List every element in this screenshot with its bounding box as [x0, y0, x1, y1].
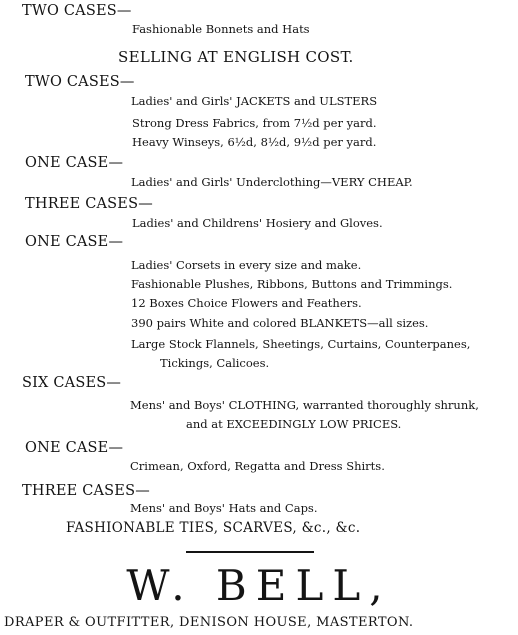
item-plushes-ribbons: Fashionable Plushes, Ribbons, Buttons and Trimmings.	[131, 277, 453, 291]
heading-six-cases: SIX CASES—	[22, 375, 122, 391]
item-blankets: 390 pairs White and colored BLANKETS—all sizes.	[131, 316, 429, 330]
item-winseys: Heavy Winseys, 6½d, 8½d, 9½d per yard.	[132, 135, 377, 149]
divider-rule	[186, 551, 314, 553]
merchant-name: W. BELL,	[126, 561, 392, 610]
item-tickings-calicoes: Tickings, Calicoes.	[160, 356, 270, 370]
item-underclothing: Ladies' and Girls' Underclothing—VERY CHEAP.	[131, 175, 413, 189]
item-hats-caps: Mens' and Boys' Hats and Caps.	[130, 501, 318, 515]
item-ties-scarves: FASHIONABLE TIES, SCARVES, &c., &c.	[66, 520, 361, 536]
item-bonnets-hats: Fashionable Bonnets and Hats	[132, 22, 310, 36]
subheading-english-cost: SELLING AT ENGLISH COST.	[118, 48, 354, 66]
item-flowers-feathers: 12 Boxes Choice Flowers and Feathers.	[131, 296, 362, 310]
item-corsets: Ladies' Corsets in every size and make.	[131, 258, 362, 272]
item-shirts: Crimean, Oxford, Regatta and Dress Shirts.	[130, 459, 385, 473]
item-hosiery-gloves: Ladies' and Childrens' Hosiery and Gloves.	[132, 216, 383, 230]
item-jackets-ulsters: Ladies' and Girls' JACKETS and ULSTERS	[131, 94, 378, 108]
heading-one-case-2: ONE CASE—	[25, 234, 124, 250]
heading-one-case-3: ONE CASE—	[25, 440, 124, 456]
item-mens-clothing: Mens' and Boys' CLOTHING, warranted thoroughly shrunk,	[130, 398, 479, 412]
item-flannels-sheetings: Large Stock Flannels, Sheetings, Curtains, Counterpanes,	[131, 337, 471, 351]
heading-three-cases-2: THREE CASES—	[22, 483, 150, 499]
item-dress-fabrics: Strong Dress Fabrics, from 7½d per yard.	[132, 116, 377, 130]
heading-three-cases-1: THREE CASES—	[25, 196, 153, 212]
heading-one-case-1: ONE CASE—	[25, 155, 124, 171]
heading-two-cases-1: TWO CASES—	[22, 3, 132, 19]
item-low-prices: and at EXCEEDINGLY LOW PRICES.	[186, 417, 402, 431]
heading-two-cases-2: TWO CASES—	[25, 74, 135, 90]
merchant-footer: DRAPER & OUTFITTER, DENISON HOUSE, MASTERTON.	[4, 615, 414, 630]
